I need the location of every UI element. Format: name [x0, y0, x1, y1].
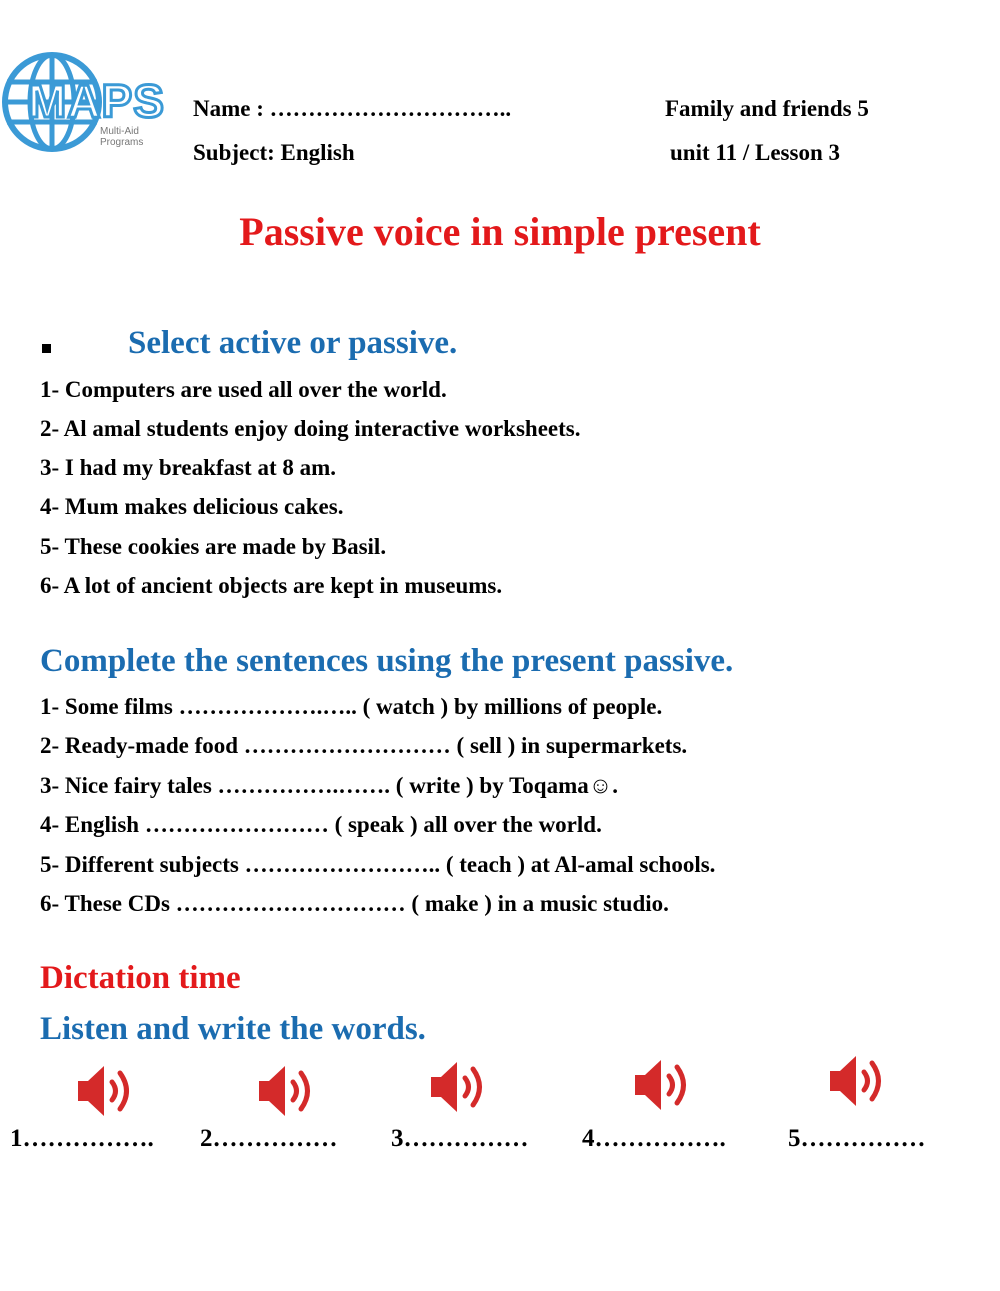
list-item: 3- Nice fairy tales …………….……. ( write ) by Toqama☺.	[40, 773, 618, 798]
list-item: 5- These cookies are made by Basil.	[40, 534, 387, 559]
dictation-instruction: Listen and write the words.	[40, 1011, 426, 1047]
logo	[2, 52, 167, 156]
list-item: 4- Mum makes delicious cakes.	[40, 494, 344, 519]
speaker-volume-icon[interactable]	[76, 1062, 138, 1120]
subject-label: Subject: English	[193, 140, 355, 165]
speaker-volume-icon[interactable]	[429, 1058, 491, 1116]
list-item: 5- Different subjects …………………….. ( teach ) at Al-amal schools.	[40, 852, 716, 877]
speaker-volume-icon[interactable]	[828, 1052, 890, 1110]
section2-heading: Complete the sentences using the present passive.	[40, 643, 734, 679]
dictation-title: Dictation time	[40, 960, 241, 996]
answer-blank-5[interactable]: 5……………	[788, 1125, 926, 1152]
speaker-volume-icon[interactable]	[257, 1062, 319, 1120]
unit-label: unit 11 / Lesson 3	[670, 140, 840, 165]
list-item: 4- English …………………… ( speak ) all over the world.	[40, 812, 602, 837]
list-item: 6- A lot of ancient objects are kept in museums.	[40, 573, 503, 598]
answer-blank-4[interactable]: 4…………….	[582, 1125, 726, 1152]
answer-blank-3[interactable]: 3……………	[391, 1125, 529, 1152]
speaker-volume-icon[interactable]	[633, 1056, 695, 1114]
book-title: Family and friends 5	[665, 96, 869, 121]
list-item: 3- I had my breakfast at 8 am.	[40, 455, 337, 480]
name-label: Name : …………………………..	[193, 96, 512, 121]
section1-heading: Select active or passive.	[128, 325, 458, 361]
answer-blank-1[interactable]: 1…………….	[10, 1125, 154, 1152]
logo-subtext: Multi-Aid Programs	[100, 126, 144, 148]
list-item: 2- Al amal students enjoy doing interactive worksheets.	[40, 416, 581, 441]
list-item: 2- Ready-made food ……………………… ( sell ) in supermarkets.	[40, 733, 688, 758]
bullet-icon	[42, 344, 51, 353]
logo-text: MAPS	[28, 75, 165, 127]
list-item: 1- Computers are used all over the world.	[40, 377, 447, 402]
list-item: 6- These CDs ………………………… ( make ) in a music studio.	[40, 891, 669, 916]
page-title: Passive voice in simple present	[239, 209, 761, 254]
list-item: 1- Some films ……………….….. ( watch ) by millions of people.	[40, 694, 663, 719]
answer-blank-2[interactable]: 2……………	[200, 1125, 338, 1152]
